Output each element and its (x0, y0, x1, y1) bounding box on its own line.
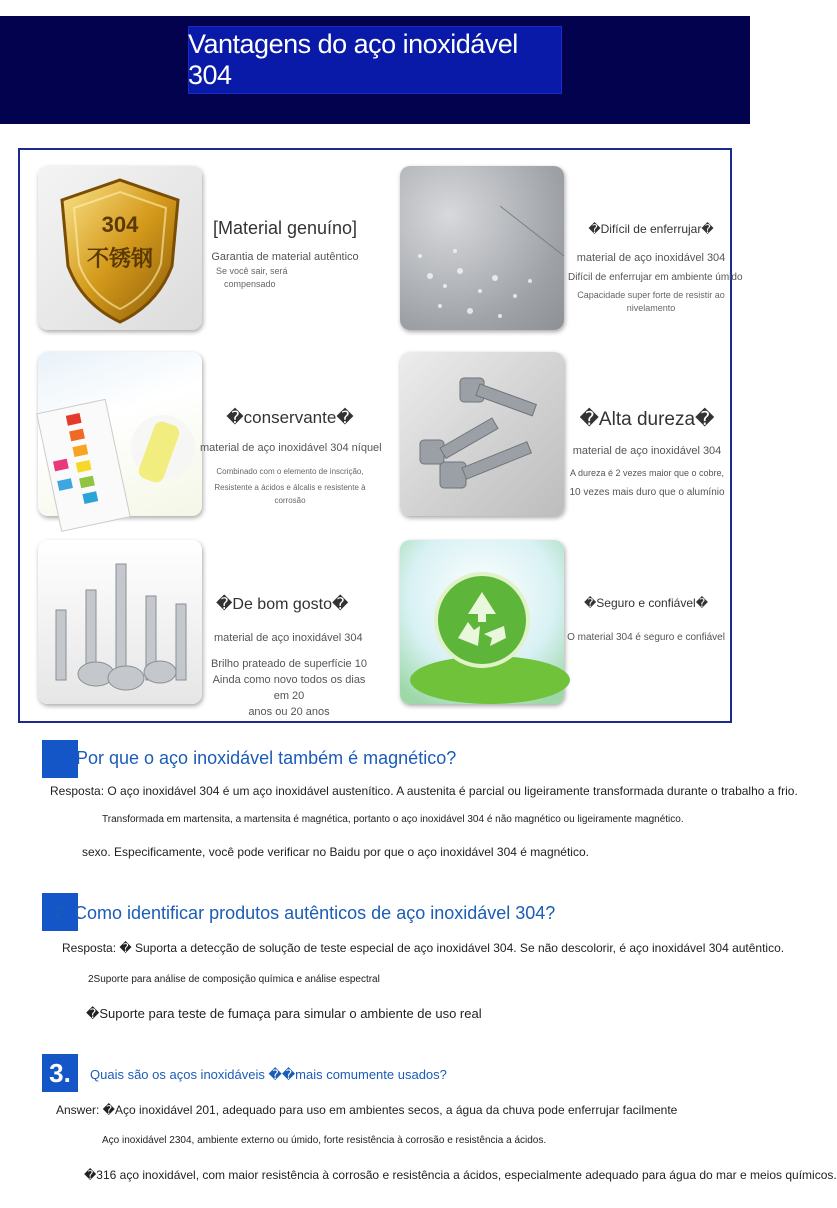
feature-small-line: Resistente a ácidos e álcalis e resistente à (214, 483, 366, 492)
feature-rust (568, 222, 743, 315)
answer-line: 2Suporte para análise de composição química e análise espectral (88, 974, 380, 985)
screw-icon (38, 540, 202, 704)
answer-line: Aço inoxidável 2304, ambiente externo ou úmido, forte resistência à corrosão e resistência a ácidos. (102, 1135, 547, 1146)
feature-line: Difícil de enferrujar em ambiente úmido (568, 272, 743, 283)
feature-line: material de aço inoxidável 304 (572, 445, 722, 457)
feature-line: material de aço inoxidável 304 (576, 252, 726, 264)
answer-line: Resposta: O aço inoxidável 304 é um aço inoxidável austenítico. A austenita é parcial ou ligeiramente transformada durante o trabalho a frio. (50, 784, 798, 798)
feature-small-line: nivelamento (626, 303, 676, 313)
feature-title: �conservante� (226, 408, 354, 427)
ph-strip-icon (38, 352, 202, 516)
feature-small (568, 289, 734, 315)
header-title-box (188, 26, 562, 94)
feature-title: [Material genuíno] (212, 218, 358, 238)
gold-shield-image (38, 166, 202, 330)
water-drops-icon (400, 166, 564, 330)
feature-small-line: corrosão (274, 496, 306, 505)
feature-preservative (200, 408, 380, 506)
feature-small-line: 10 vezes mais duro que o alumínio (569, 487, 725, 498)
header-banner (0, 16, 750, 124)
feature-small-line: Combinado com o elemento de inscrição, (216, 467, 364, 476)
feature-line: material de aço inoxidável 304 níquel (200, 442, 382, 454)
recycle-image (400, 540, 564, 704)
shield-cn-text: 不锈钢 (86, 247, 154, 272)
test-strip-image (38, 352, 202, 516)
answer-line: �Suporte para teste de fumaça para simular o ambiente de uso real (86, 1006, 482, 1021)
features-panel (18, 148, 743, 723)
feature-title: �Difícil de enferrujar� (588, 222, 714, 236)
question-title: ·Por que o aço inoxidável também é magnético? (70, 748, 457, 768)
page-title: Vantagens do aço inoxidável 304 (188, 29, 518, 90)
feature-small-line: Brilho prateado de superfície 10 (211, 658, 367, 670)
feature-small-line: anos ou 20 anos (248, 706, 330, 718)
feature-small (204, 656, 374, 720)
shield-number-text: 304 (101, 212, 139, 237)
question-title: Quais são os aços inoxidáveis ��mais comumente usados? (90, 1067, 447, 1082)
feature-title: �De bom gosto� (216, 596, 349, 613)
feature-small-line: Ainda como novo todos os dias em 20 (212, 674, 366, 702)
feature-small (200, 265, 370, 291)
feature-safe (566, 596, 726, 643)
feature-small-line: compensado (224, 279, 276, 289)
feature-small (200, 464, 380, 506)
feature-title: �Alta dureza� (579, 409, 715, 430)
feature-line: O material 304 é seguro e confiável (567, 632, 725, 643)
answer-line: sexo. Especificamente, você pode verificar no Baidu por que o aço inoxidável 304 é magnético. (82, 845, 589, 859)
hex-bolts-image (400, 352, 564, 516)
feature-title: �Seguro e confiável� (583, 596, 708, 610)
bolt-icon (400, 352, 564, 516)
answer-line: Answer: �Aço inoxidável 201, adequado para uso em ambientes secos, a água da chuva pode enferrujar facilmente (56, 1103, 678, 1117)
feature-line: material de aço inoxidável 304 (214, 632, 363, 644)
shield-icon (38, 166, 202, 330)
question-title: 2. Como identificar produtos autênticos de aço inoxidável 304? (54, 903, 556, 923)
wet-steel-image (400, 166, 564, 330)
feature-hardness (564, 408, 730, 501)
feature-line: Garantia de material autêntico (211, 251, 359, 263)
feature-small-line: Se você sair, será (216, 266, 288, 276)
feature-small-line: A dureza é 2 vezes maior que o cobre, (569, 468, 725, 478)
answer-line: Resposta: � Suporta a detecção de solução de teste especial de aço inoxidável 304. Se não descolorir, é aço inoxidável 304 autêntico. (62, 941, 785, 955)
feature-small-line: Capacidade super forte de resistir ao (577, 290, 725, 300)
feature-small (564, 465, 730, 501)
question-badge: 3. (42, 1054, 78, 1092)
screws-image (38, 540, 202, 704)
answer-line: �316 aço inoxidável, com maior resistência à corrosão e resistência a ácidos, especialmente adequado para água do mar e meios químicos. (84, 1168, 837, 1182)
feature-taste (204, 594, 374, 720)
answer-line: Transformada em martensita, a martensita é magnética, portanto o aço inoxidável 304 é não magnético ou ligeiramente magnético. (102, 814, 684, 825)
feature-genuine (200, 218, 370, 291)
recycle-icon (400, 540, 564, 704)
